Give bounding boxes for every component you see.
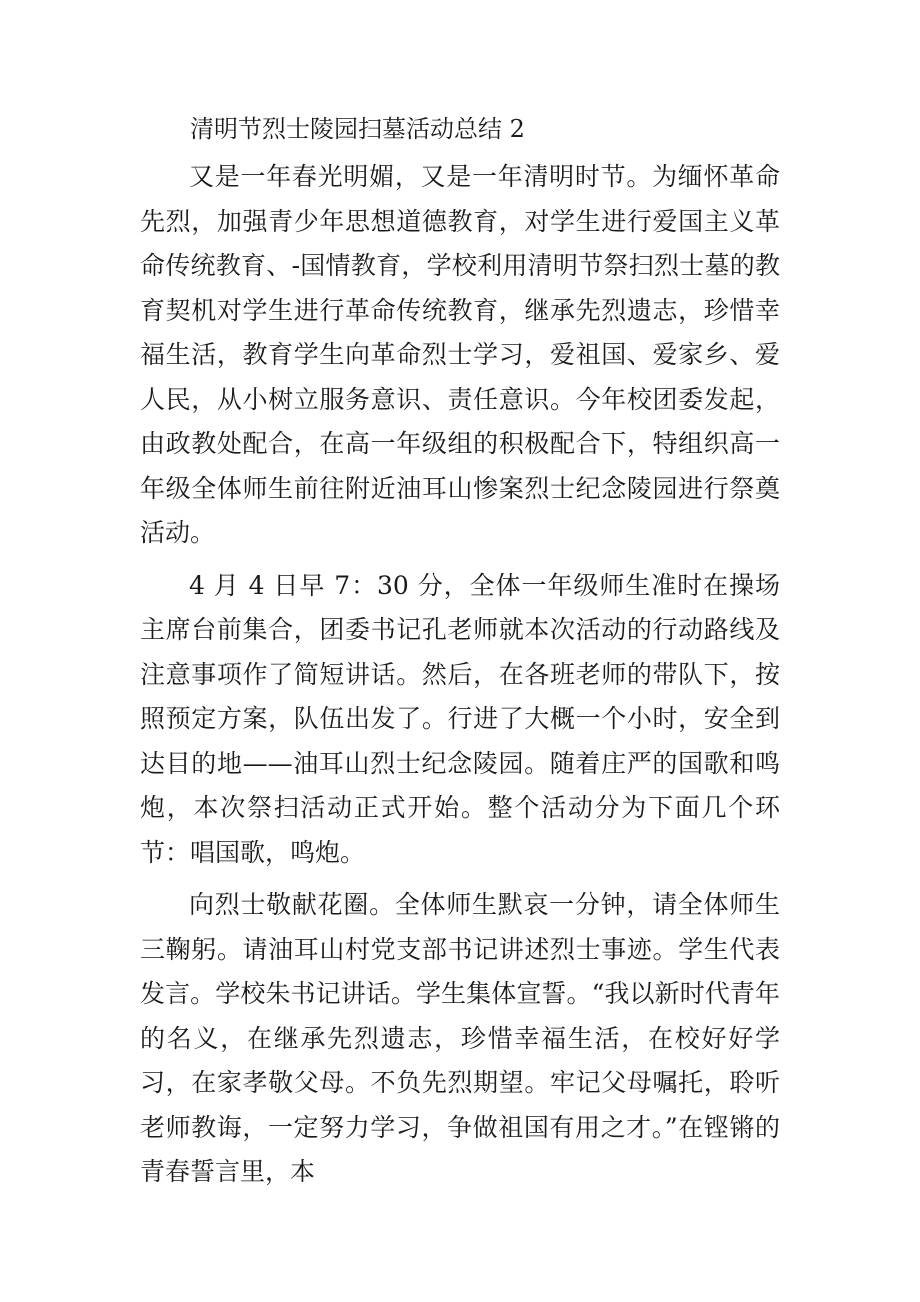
document-body [140, 155, 780, 1203]
paragraph-2: 4 月 4 日早 7：30 分，全体一年级师生准时在操场主席台前集合，团委书记孔老师就本次活动的行动路线及注意事项作了简短讲话。然后，在各班老师的带队下，按照预定方案，队伍出发了。行进了大概一个小时，安全到达目的地——油耳山烈士纪念陵园。随着庄严的国歌和鸣炮，本次祭扫活动正式开始。整个活动分为下面几个环节：唱国歌，鸣炮。 [140, 570, 780, 867]
document-title: 清明节烈士陵园扫墓活动总结 2 [190, 115, 525, 143]
paragraph-1: 又是一年春光明媚，又是一年清明时节。为缅怀革命先烈，加强青少年思想道德教育，对学生进行爱国主义革命传统教育、-国情教育，学校利用清明节祭扫烈士墓的教育契机对学生进行革命传统教育，继承先烈遗志，珍惜幸福生活，教育学生向革命烈士学习，爱祖国、爱家乡、爱人民，从小树立服务意识、责任意识。今年校团委发起，由政教处配合，在高一年级组的积极配合下，特组织高一年级全体师生前往附近油耳山惨案烈士纪念陵园进行祭奠活动。 [140, 162, 780, 547]
paragraph-3: 向烈士敬献花圈。全体师生默哀一分钟，请全体师生三鞠躬。请油耳山村党支部书记讲述烈士事迹。学生代表发言。学校朱书记讲话。学生集体宣誓。“我以新时代青年的名义，在继承先烈遗志，珍惜幸福生活，在校好好学习，在家孝敬父母。不负先烈期望。牢记父母嘱托，聆听老师教诲，一定努力学习，争做祖国有用之才。”在铿锵的青春誓言里，本 [140, 890, 780, 1186]
